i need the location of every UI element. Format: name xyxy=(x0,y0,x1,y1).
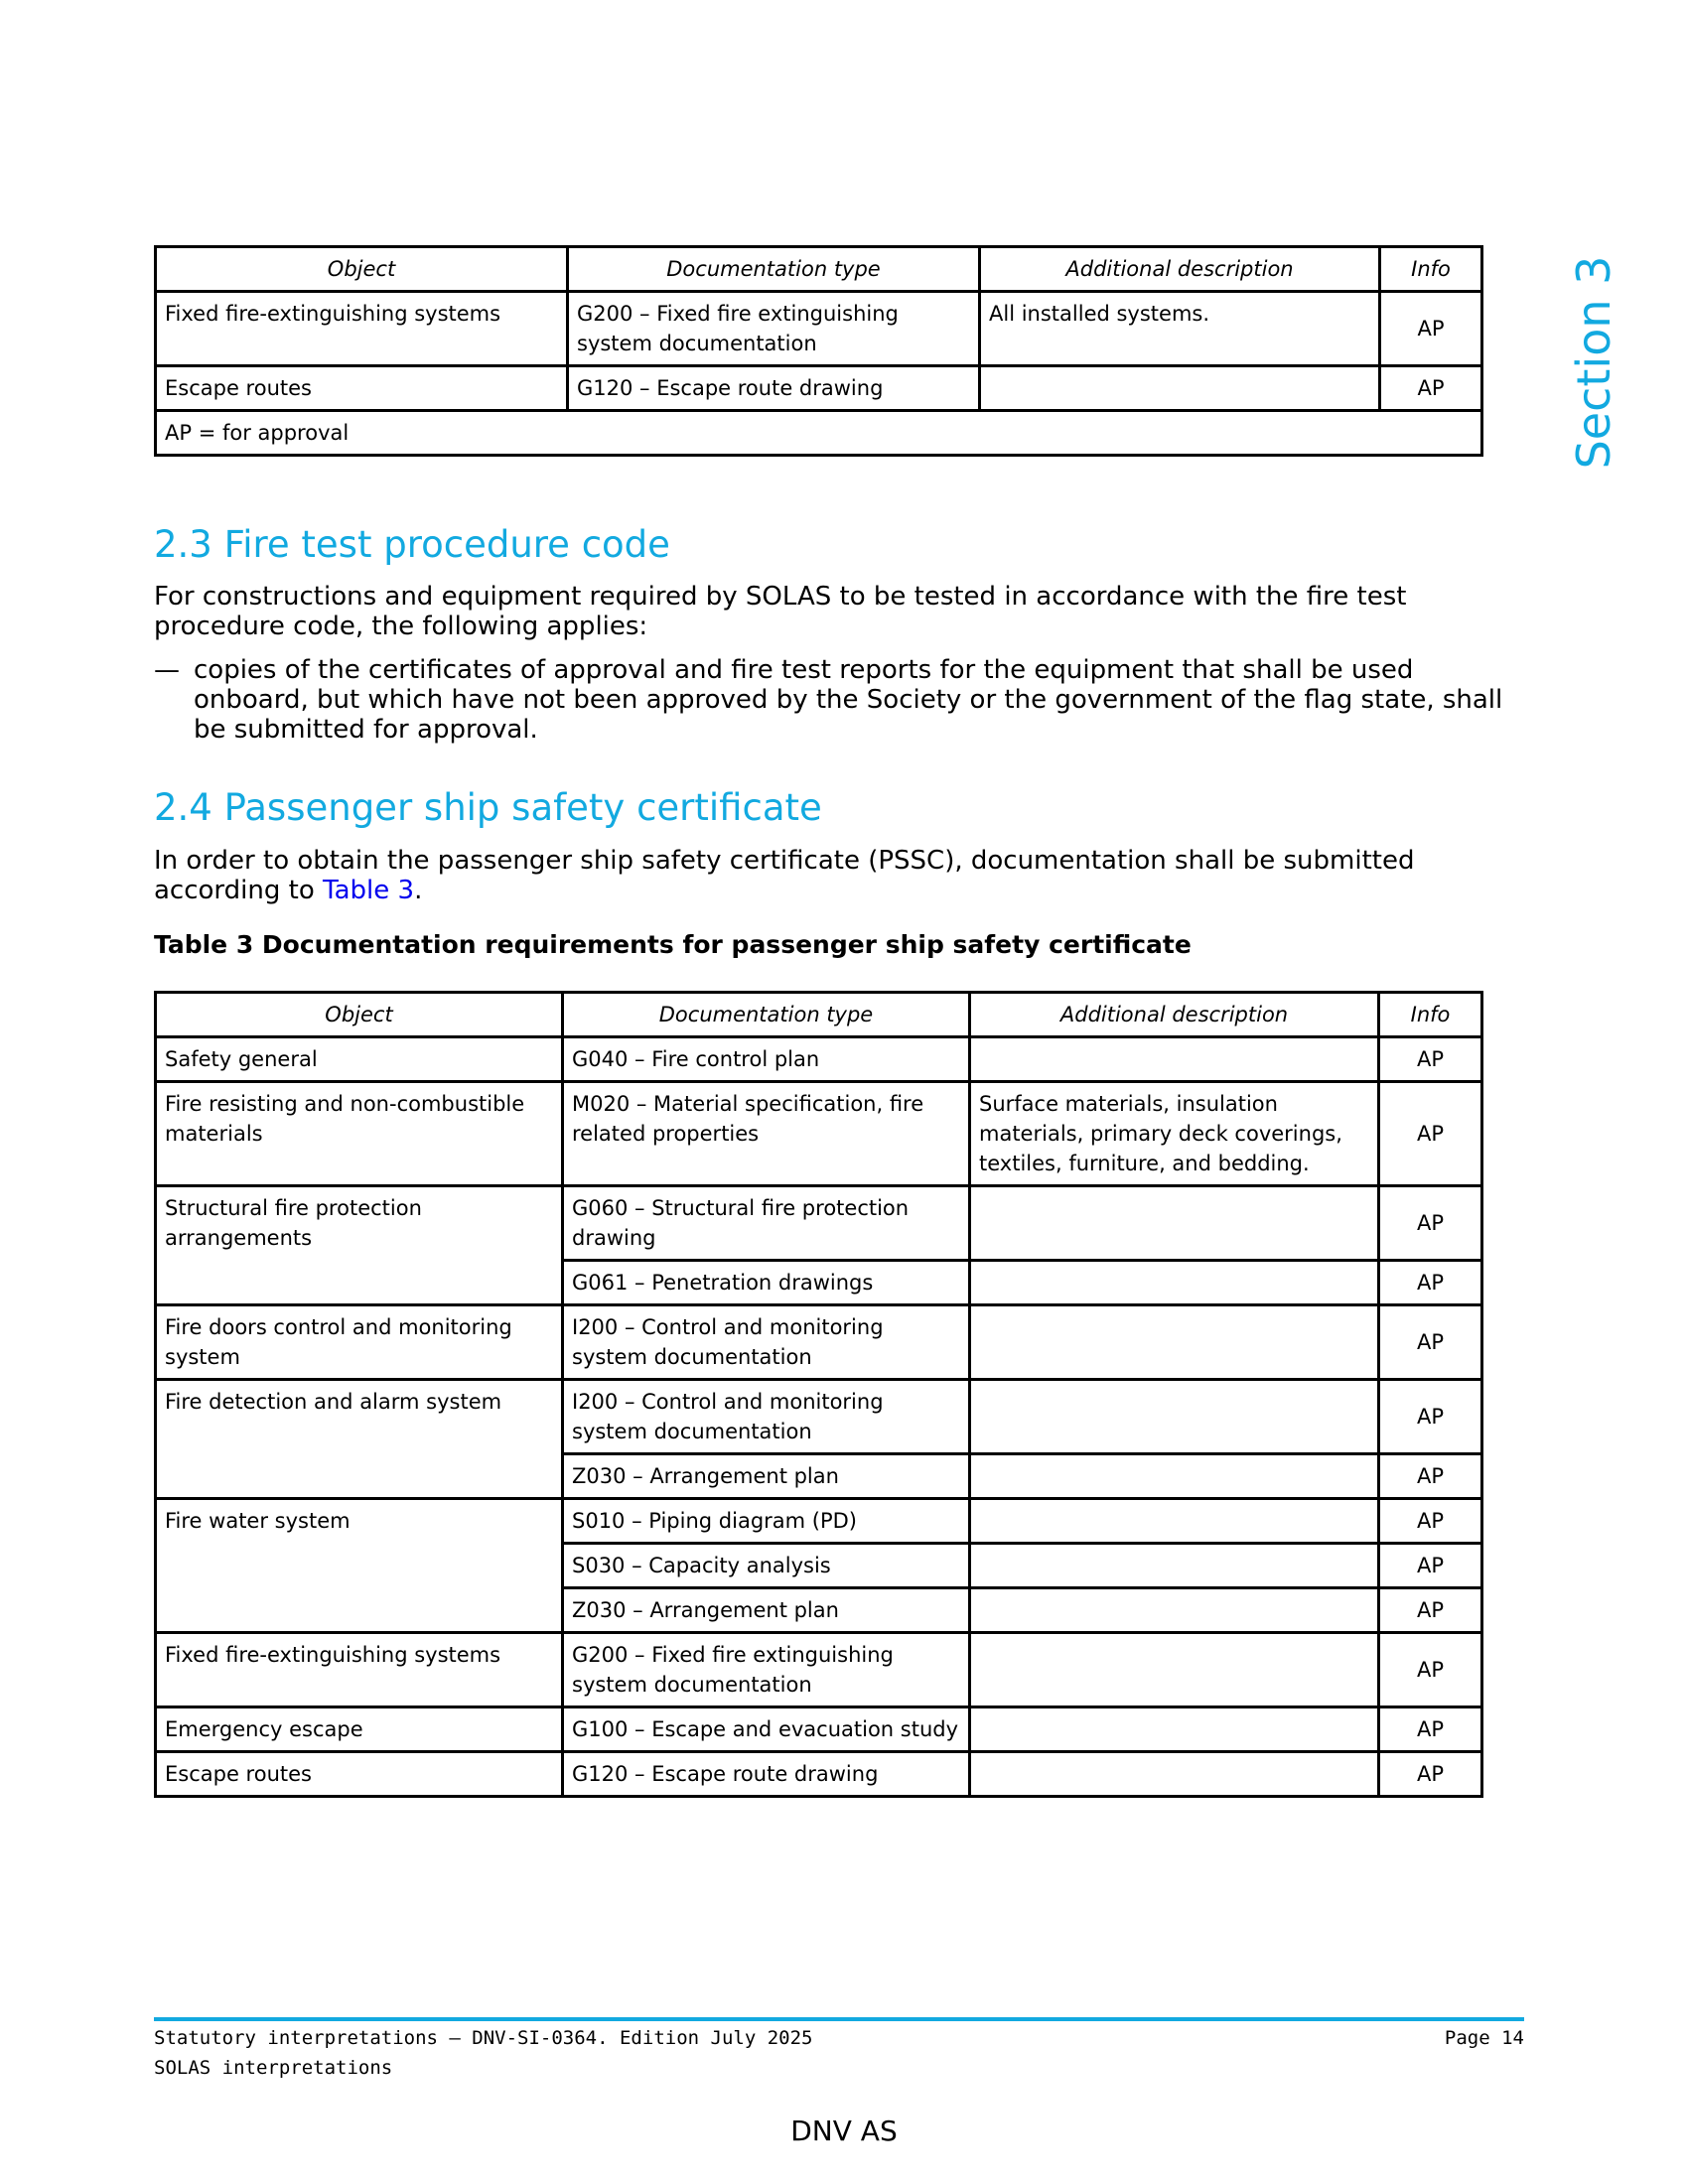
table-3-caption: Table 3 Documentation requirements for passenger ship safety certificate xyxy=(154,930,1192,959)
cell-object: Safety general xyxy=(156,1037,563,1082)
table-row xyxy=(156,1380,1482,1454)
paragraph-2-4-intro xyxy=(154,846,1514,905)
table-row xyxy=(156,292,1482,366)
cell-object: Fixed fire-extinguishing systems xyxy=(156,292,568,366)
footer-subtitle: SOLAS interpretations xyxy=(154,2057,393,2079)
header-doc-type: Documentation type xyxy=(568,247,980,292)
cell-object: Fire resisting and non-combustible materials xyxy=(156,1082,563,1186)
cell-description xyxy=(970,1261,1379,1305)
cell-description xyxy=(970,1633,1379,1707)
cell-info: AP xyxy=(1379,1186,1482,1261)
cell-description xyxy=(970,1186,1379,1261)
cell-doc-type: G120 – Escape route drawing xyxy=(563,1752,970,1797)
table-3 xyxy=(154,991,1483,1798)
cell-doc-type: I200 – Control and monitoring system documentation xyxy=(563,1305,970,1380)
cell-description xyxy=(970,1037,1379,1082)
cell-doc-type: Z030 – Arrangement plan xyxy=(563,1454,970,1499)
header-object: Object xyxy=(156,993,563,1037)
cell-info: AP xyxy=(1379,1305,1482,1380)
cell-info: AP xyxy=(1379,1261,1482,1305)
cell-object: Escape routes xyxy=(156,366,568,411)
documentation-table-top xyxy=(154,245,1483,457)
table-row xyxy=(156,1752,1482,1797)
section-tab xyxy=(1567,255,1620,470)
cell-info: AP xyxy=(1379,1633,1482,1707)
header-description: Additional description xyxy=(980,247,1380,292)
cell-description xyxy=(970,1707,1379,1752)
table-footnote: AP = for approval xyxy=(156,411,1482,456)
table-row xyxy=(156,1037,1482,1082)
table-row xyxy=(156,1499,1482,1544)
cell-object: Emergency escape xyxy=(156,1707,563,1752)
section-tab-label: Section 3 xyxy=(1567,255,1620,470)
table-row xyxy=(156,1707,1482,1752)
table-footnote-row xyxy=(156,411,1482,456)
intro-end: . xyxy=(414,876,423,905)
cell-object: Structural fire protection arrangements xyxy=(156,1186,563,1305)
cell-doc-type: G200 – Fixed fire extinguishing system documentation xyxy=(563,1633,970,1707)
footer-document-title: Statutory interpretations — DNV-SI-0364. Edition July 2025 xyxy=(154,2027,813,2049)
cell-description xyxy=(970,1454,1379,1499)
cell-doc-type: S030 – Capacity analysis xyxy=(563,1544,970,1588)
cell-object: Fire detection and alarm system xyxy=(156,1380,563,1499)
cell-doc-type: G061 – Penetration drawings xyxy=(563,1261,970,1305)
header-info: Info xyxy=(1379,993,1482,1037)
table-header-row xyxy=(156,247,1482,292)
cell-info: AP xyxy=(1379,1588,1482,1633)
cell-doc-type: G060 – Structural fire protection drawing xyxy=(563,1186,970,1261)
table-header-row xyxy=(156,993,1482,1037)
footer-page-number: Page 14 xyxy=(1444,2027,1524,2049)
header-doc-type: Documentation type xyxy=(563,993,970,1037)
heading-2-4: 2.4 Passenger ship safety certificate xyxy=(154,786,822,829)
cell-description: All installed systems. xyxy=(980,292,1380,366)
table-3-link[interactable]: Table 3 xyxy=(323,876,415,905)
cell-info: AP xyxy=(1379,1752,1482,1797)
header-info: Info xyxy=(1380,247,1482,292)
heading-2-3: 2.3 Fire test procedure code xyxy=(154,523,670,566)
cell-info: AP xyxy=(1379,1380,1482,1454)
cell-doc-type: G120 – Escape route drawing xyxy=(568,366,980,411)
cell-info: AP xyxy=(1379,1037,1482,1082)
cell-description xyxy=(970,1544,1379,1588)
cell-info: AP xyxy=(1379,1707,1482,1752)
cell-doc-type: I200 – Control and monitoring system documentation xyxy=(563,1380,970,1454)
cell-doc-type: G200 – Fixed fire extinguishing system documentation xyxy=(568,292,980,366)
cell-doc-type: G040 – Fire control plan xyxy=(563,1037,970,1082)
footer-company: DNV AS xyxy=(790,2115,898,2147)
table-row xyxy=(156,1633,1482,1707)
header-object: Object xyxy=(156,247,568,292)
cell-description xyxy=(970,1380,1379,1454)
bullet-dash: — xyxy=(154,655,180,685)
cell-doc-type: G100 – Escape and evacuation study xyxy=(563,1707,970,1752)
cell-description xyxy=(970,1752,1379,1797)
cell-object: Escape routes xyxy=(156,1752,563,1797)
footer-divider xyxy=(154,2017,1524,2021)
cell-doc-type: M020 – Material specification, fire related properties xyxy=(563,1082,970,1186)
cell-description: Surface materials, insulation materials, primary deck coverings, textiles, furniture, and bedding. xyxy=(970,1082,1379,1186)
table-row xyxy=(156,366,1482,411)
cell-description xyxy=(970,1588,1379,1633)
table-row xyxy=(156,1082,1482,1186)
cell-info: AP xyxy=(1379,1454,1482,1499)
cell-info: AP xyxy=(1379,1544,1482,1588)
cell-info: AP xyxy=(1379,1082,1482,1186)
cell-info: AP xyxy=(1380,292,1482,366)
header-description: Additional description xyxy=(970,993,1379,1037)
paragraph-2-3-bullet: copies of the certificates of approval and fire test reports for the equipment that shall be used onboard, but which have not been approved by the Society or the government of the flag state, shall be submitted for approval. xyxy=(194,655,1503,745)
cell-object: Fire doors control and monitoring system xyxy=(156,1305,563,1380)
cell-object: Fixed fire-extinguishing systems xyxy=(156,1633,563,1707)
cell-object: Fire water system xyxy=(156,1499,563,1633)
cell-doc-type: S010 – Piping diagram (PD) xyxy=(563,1499,970,1544)
cell-description xyxy=(970,1499,1379,1544)
table-row xyxy=(156,1305,1482,1380)
cell-doc-type: Z030 – Arrangement plan xyxy=(563,1588,970,1633)
table-row xyxy=(156,1186,1482,1261)
cell-info: AP xyxy=(1379,1499,1482,1544)
cell-info: AP xyxy=(1380,366,1482,411)
cell-description xyxy=(980,366,1380,411)
cell-description xyxy=(970,1305,1379,1380)
intro-text: In order to obtain the passenger ship safety certificate (PSSC), documentation shall be submitted according to xyxy=(154,846,1415,905)
paragraph-2-3-intro: For constructions and equipment required by SOLAS to be tested in accordance with the fire test procedure code, the following applies: xyxy=(154,582,1407,641)
